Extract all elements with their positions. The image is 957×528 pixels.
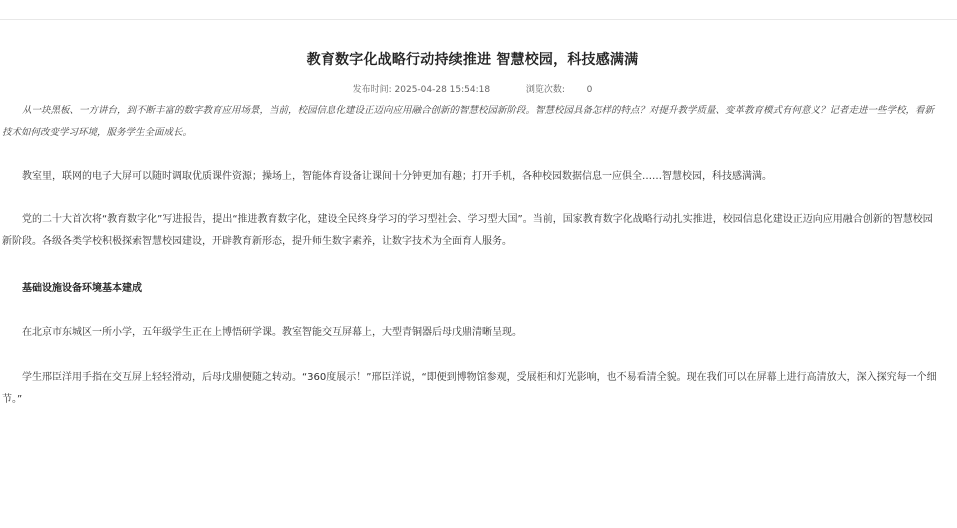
article-paragraph: 在北京市东城区一所小学，五年级学生正在上博悟研学课。教室智能交互屏幕上，大型青铜器后母戊鼎清晰呈现。 (22, 327, 522, 338)
article-paragraph: 党的二十大首次将“教育数字化”写进报告，提出“推进教育数字化，建设全民终身学习的学习型社会、学习型大国”。当前，国家教育数字化战略行动扎实推进，校园信息化建设正迈向应用融合创新的智慧校园新阶段。各级各类学校积极探索智慧校园建设，开辟教育新形态，提升师生数字素养，让数字技术为全面育人服务。 (2, 214, 933, 247)
article-paragraph: 学生邢臣洋用手指在交互屏上轻轻滑动，后母戊鼎便随之转动。“360度展示！”邢臣洋说，“即便到博物馆参观，受展柜和灯光影响，也不易看清全貌。现在我们可以在屏幕上进行高清放大，深入探究每一个细节。” (2, 372, 937, 405)
publish-time-label: 发布时间: (352, 85, 392, 95)
article-title: 教育数字化战略行动持续推进 智慧校园，科技感满满 (306, 52, 639, 68)
section-heading: 基础设施设备环境基本建成 (22, 283, 142, 294)
article-lead-paragraph: 从一块黑板、一方讲台，到不断丰富的数字教育应用场景，当前，校园信息化建设正迈向应用融合创新的智慧校园新阶段。智慧校园具备怎样的特点？对提升教学质量、变革教育模式有何意义？记者走进一些学校，看新技术如何改变学习环境，服务学生全面成长。 (2, 105, 935, 138)
view-count: 0 (586, 85, 593, 95)
view-count-label: 浏览次数: (525, 85, 565, 95)
publish-time: 2025-04-28 15:54:18 (394, 85, 491, 95)
article-paragraph: 教室里，联网的电子大屏可以随时调取优质课件资源；操场上，智能体育设备让课间十分钟更加有趣；打开手机，各种校园数据信息一应俱全……智慧校园，科技感满满。 (22, 171, 772, 182)
article-meta (0, 82, 945, 95)
